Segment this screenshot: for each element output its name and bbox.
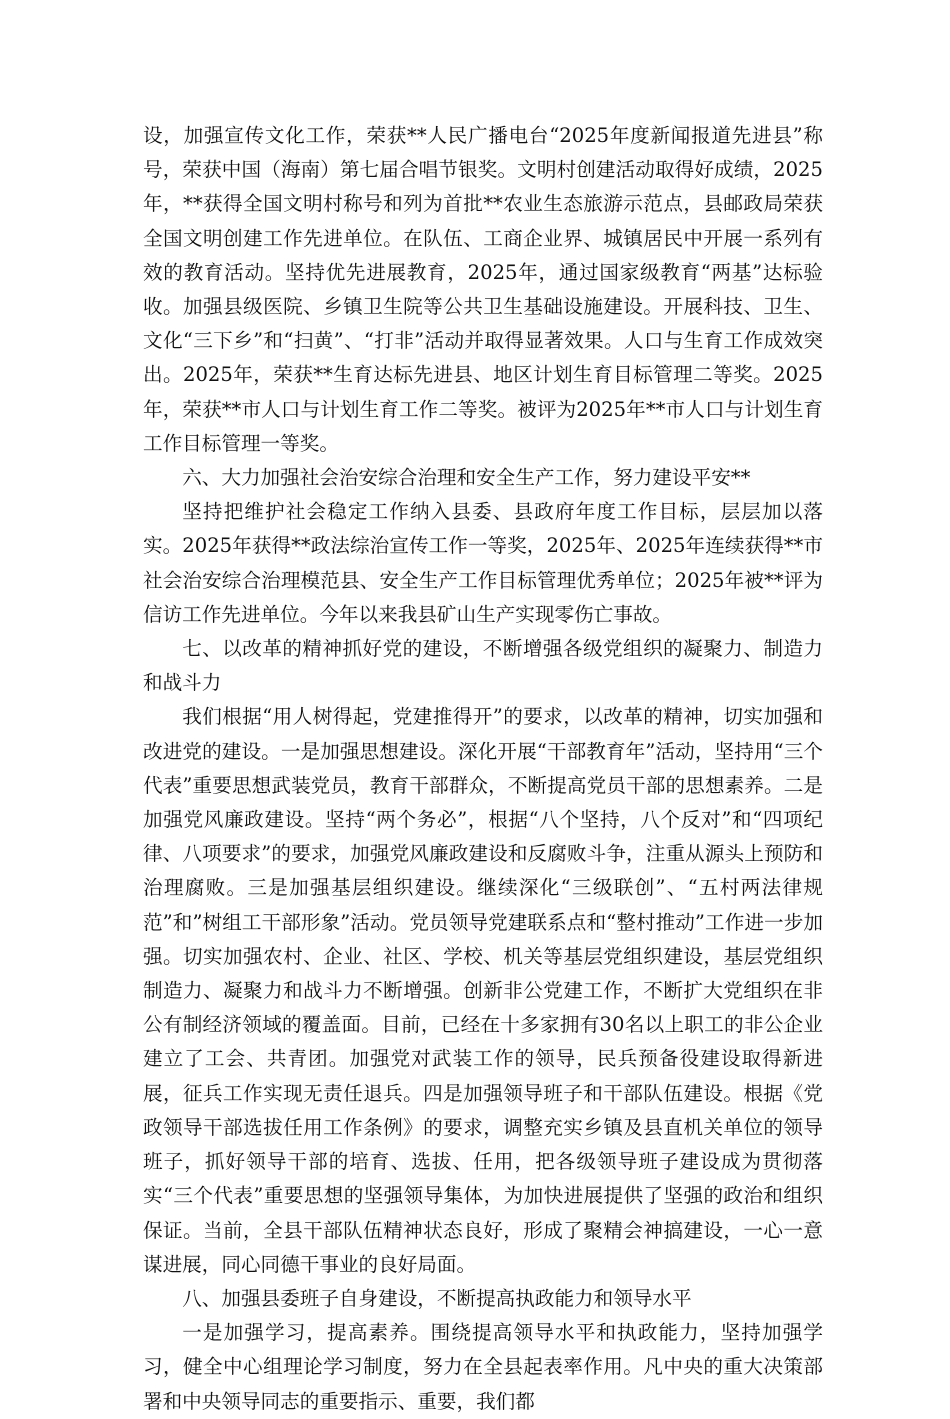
paragraph-section-7: 我们根据“用人树得起，党建推得开”的要求，以改革的精神，切实加强和改进党的建设。一是加强思想建设。深化开展“干部教育年”活动，坚持用“三个代表”重要思想武装党员，教育干部群众，不断提高党员干部的思想素养。二是加强党风廉政建设。坚持“两个务必”，根据“八个坚持，八个反对”和“四项纪律、八项要求”的要求，加强党风廉政建设和反腐败斗争，注重从源头上预防和治理腐败。三是加强基层组织建设。继续深化“三级联创”、“五村两法律规范”和”树组工干部形象”活动。党员领导党建联系点和“整村推动”工作进一步加强。切实加强农村、企业、社区、学校、机关等基层党组织建设，基层党组织制造力、凝聚力和战斗力不断增强。创新非公党建工作，不断扩大党组织在非公有制经济领域的覆盖面。目前，已经在十多家拥有30名以上职工的非公企业建立了工会、共青团。加强党对武装工作的领导，民兵预备役建设取得新进展，征兵工作实现无责任退兵。四是加强领导班子和干部队伍建设。根据《党政领导干部选拔任用工作条例》的要求，调整充实乡镇及县直机关单位的领导班子，抓好领导干部的培育、选拔、任用，把各级领导班子建设成为贯彻落实“三个代表”重要思想的坚强领导集体，为加快进展提供了坚强的政治和组织保证。当前，全县干部队伍精神状态良好，形成了聚精会神搞建设，一心一意谋进展，同心同德干事业的良好局面。: [143, 705, 823, 1276]
paragraph-section-8: 一是加强学习，提高素养。围绕提高领导水平和执政能力，坚持加强学习，健全中心组理论学习制度，努力在全县起表率作用。凡中央的重大决策部署和中央领导同志的重要指示、重要，我们都: [143, 1321, 823, 1413]
section-heading-8: 八、加强县委班子自身建设，不断提高执政能力和领导水平: [182, 1286, 692, 1310]
paragraph-continuation: 设，加强宣传文化工作，荣获**人民广播电台“2025年度新闻报道先进县”称号，荣获中国（海南）第七届合唱节银奖。文明村创建活动取得好成绩，2025年，**获得全国文明村称号和列为首批**农业生态旅游示范点，县邮政局荣获全国文明创建工作先进单位。在队伍、工商企业界、城镇居民中开展一系列有效的教育活动。坚持优先进展教育，2025年，通过国家级教育“两基”达标验收。加强县级医院、乡镇卫生院等公共卫生基础设施建设。开展科技、卫生、文化“三下乡”和“扫黄”、“打非”活动并取得显著效果。人口与生育工作成效突出。2025年，荣获**生育达标先进县、地区计划生育目标管理二等奖。2025年，荣获**市人口与计划生育工作二等奖。被评为2025年**市人口与计划生育工作目标管理一等奖。: [143, 124, 823, 455]
paragraph-section-6: 坚持把维护社会稳定工作纳入县委、县政府年度工作目标，层层加以落实。2025年获得**政法综治宣传工作一等奖，2025年、2025年连续获得**市社会治安综合治理模范县、安全生产工作目标管理优秀单位；2025年被**评为信访工作先进单位。今年以来我县矿山生产实现零伤亡事故。: [143, 500, 823, 626]
section-heading-7: 七、以改革的精神抓好党的建设，不断增强各级党组织的凝聚力、制造力和战斗力: [143, 637, 823, 695]
document-page: [143, 119, 823, 1419]
section-heading-6: 六、大力加强社会治安综合治理和安全生产工作，努力建设平安**: [182, 466, 751, 490]
